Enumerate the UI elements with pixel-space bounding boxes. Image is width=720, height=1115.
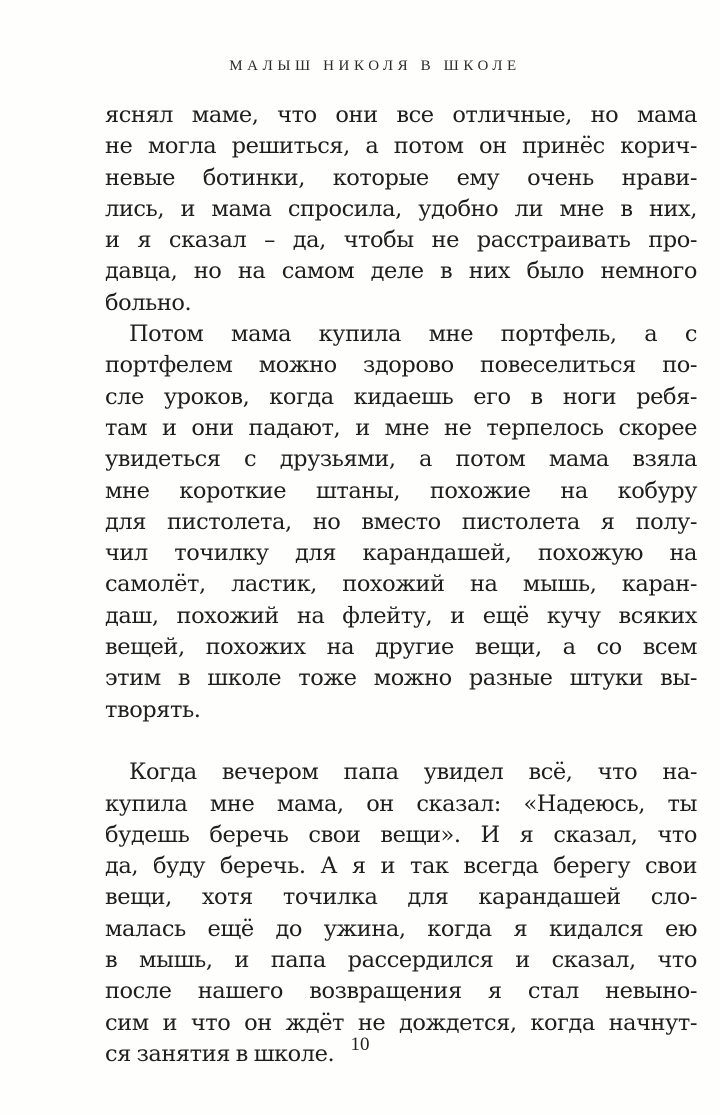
paragraph-1 <box>105 100 697 319</box>
text-line: для пистолета, но вместо пистолета я полу- <box>105 508 697 535</box>
text-line: творять. <box>105 696 201 723</box>
text-line: сле уроков, когда кидаешь его в ноги ребя- <box>105 383 697 410</box>
text-line: да, буду беречь. А я и так всегда берегу свои <box>105 853 697 880</box>
text-line: Потом мама купила мне портфель, а с <box>129 321 697 348</box>
text-line: яснял маме, что они все отличные, но мама <box>105 102 697 128</box>
text-line: малась ещё до ужина, когда я кидался ею <box>105 915 697 942</box>
text-line: увидеться с друзьями, а потом мама взяла <box>105 446 697 473</box>
text-line: Когда вечером папа увидел всё, что на- <box>129 759 697 786</box>
text-line: этим в школе тоже можно разные штуки вы- <box>105 665 697 692</box>
text-line: будешь беречь свои вещи». И я сказал, что <box>105 821 697 848</box>
text-line: лись, и мама спросила, удобно ли мне в них, <box>105 195 697 222</box>
paragraph-3 <box>105 757 697 1070</box>
text-line: и я сказал – да, чтобы не расстраивать про- <box>105 227 697 254</box>
text-line: вещей, похожих на другие вещи, а со всем <box>105 634 697 661</box>
text-line: давца, но на самом деле в них было немного <box>105 258 697 285</box>
text-line <box>105 726 697 757</box>
text-line: мне короткие штаны, похожие на кобуру <box>105 477 697 504</box>
page-number: 10 <box>350 1034 370 1055</box>
text-line: даш, похожий на флейту, и ещё кучу всяких <box>105 602 697 629</box>
text-line: самолёт, ластик, похожий на мышь, каран- <box>105 571 697 598</box>
text-line: больно. <box>105 289 192 316</box>
text-line: не могла решиться, а потом он принёс корич- <box>105 133 697 160</box>
text-line: после нашего возвращения я стал невыно- <box>105 978 697 1005</box>
text-line: купила мне мама, он сказал: «Надеюсь, ты <box>105 790 697 817</box>
text-line: чил точилку для карандашей, похожую на <box>105 540 697 567</box>
body-text <box>105 100 697 1070</box>
text-line: портфелем можно здорово повеселиться по- <box>105 352 697 379</box>
text-line: сим и что он ждёт не дождется, когда начнут- <box>105 1009 697 1036</box>
text-line: ся занятия в школе. <box>105 1040 335 1067</box>
text-line: невые ботинки, которые ему очень нрави- <box>105 164 697 191</box>
running-head: МАЛЫШ НИКОЛЯ В ШКОЛЕ <box>229 58 521 74</box>
paragraph-2 <box>105 319 697 757</box>
text-line: в мышь, и папа рассердился и сказал, что <box>105 947 697 974</box>
text-line: вещи, хотя точилка для карандашей сло- <box>105 884 697 911</box>
text-line: там и они падают, и мне не терпелось скорее <box>105 414 697 441</box>
